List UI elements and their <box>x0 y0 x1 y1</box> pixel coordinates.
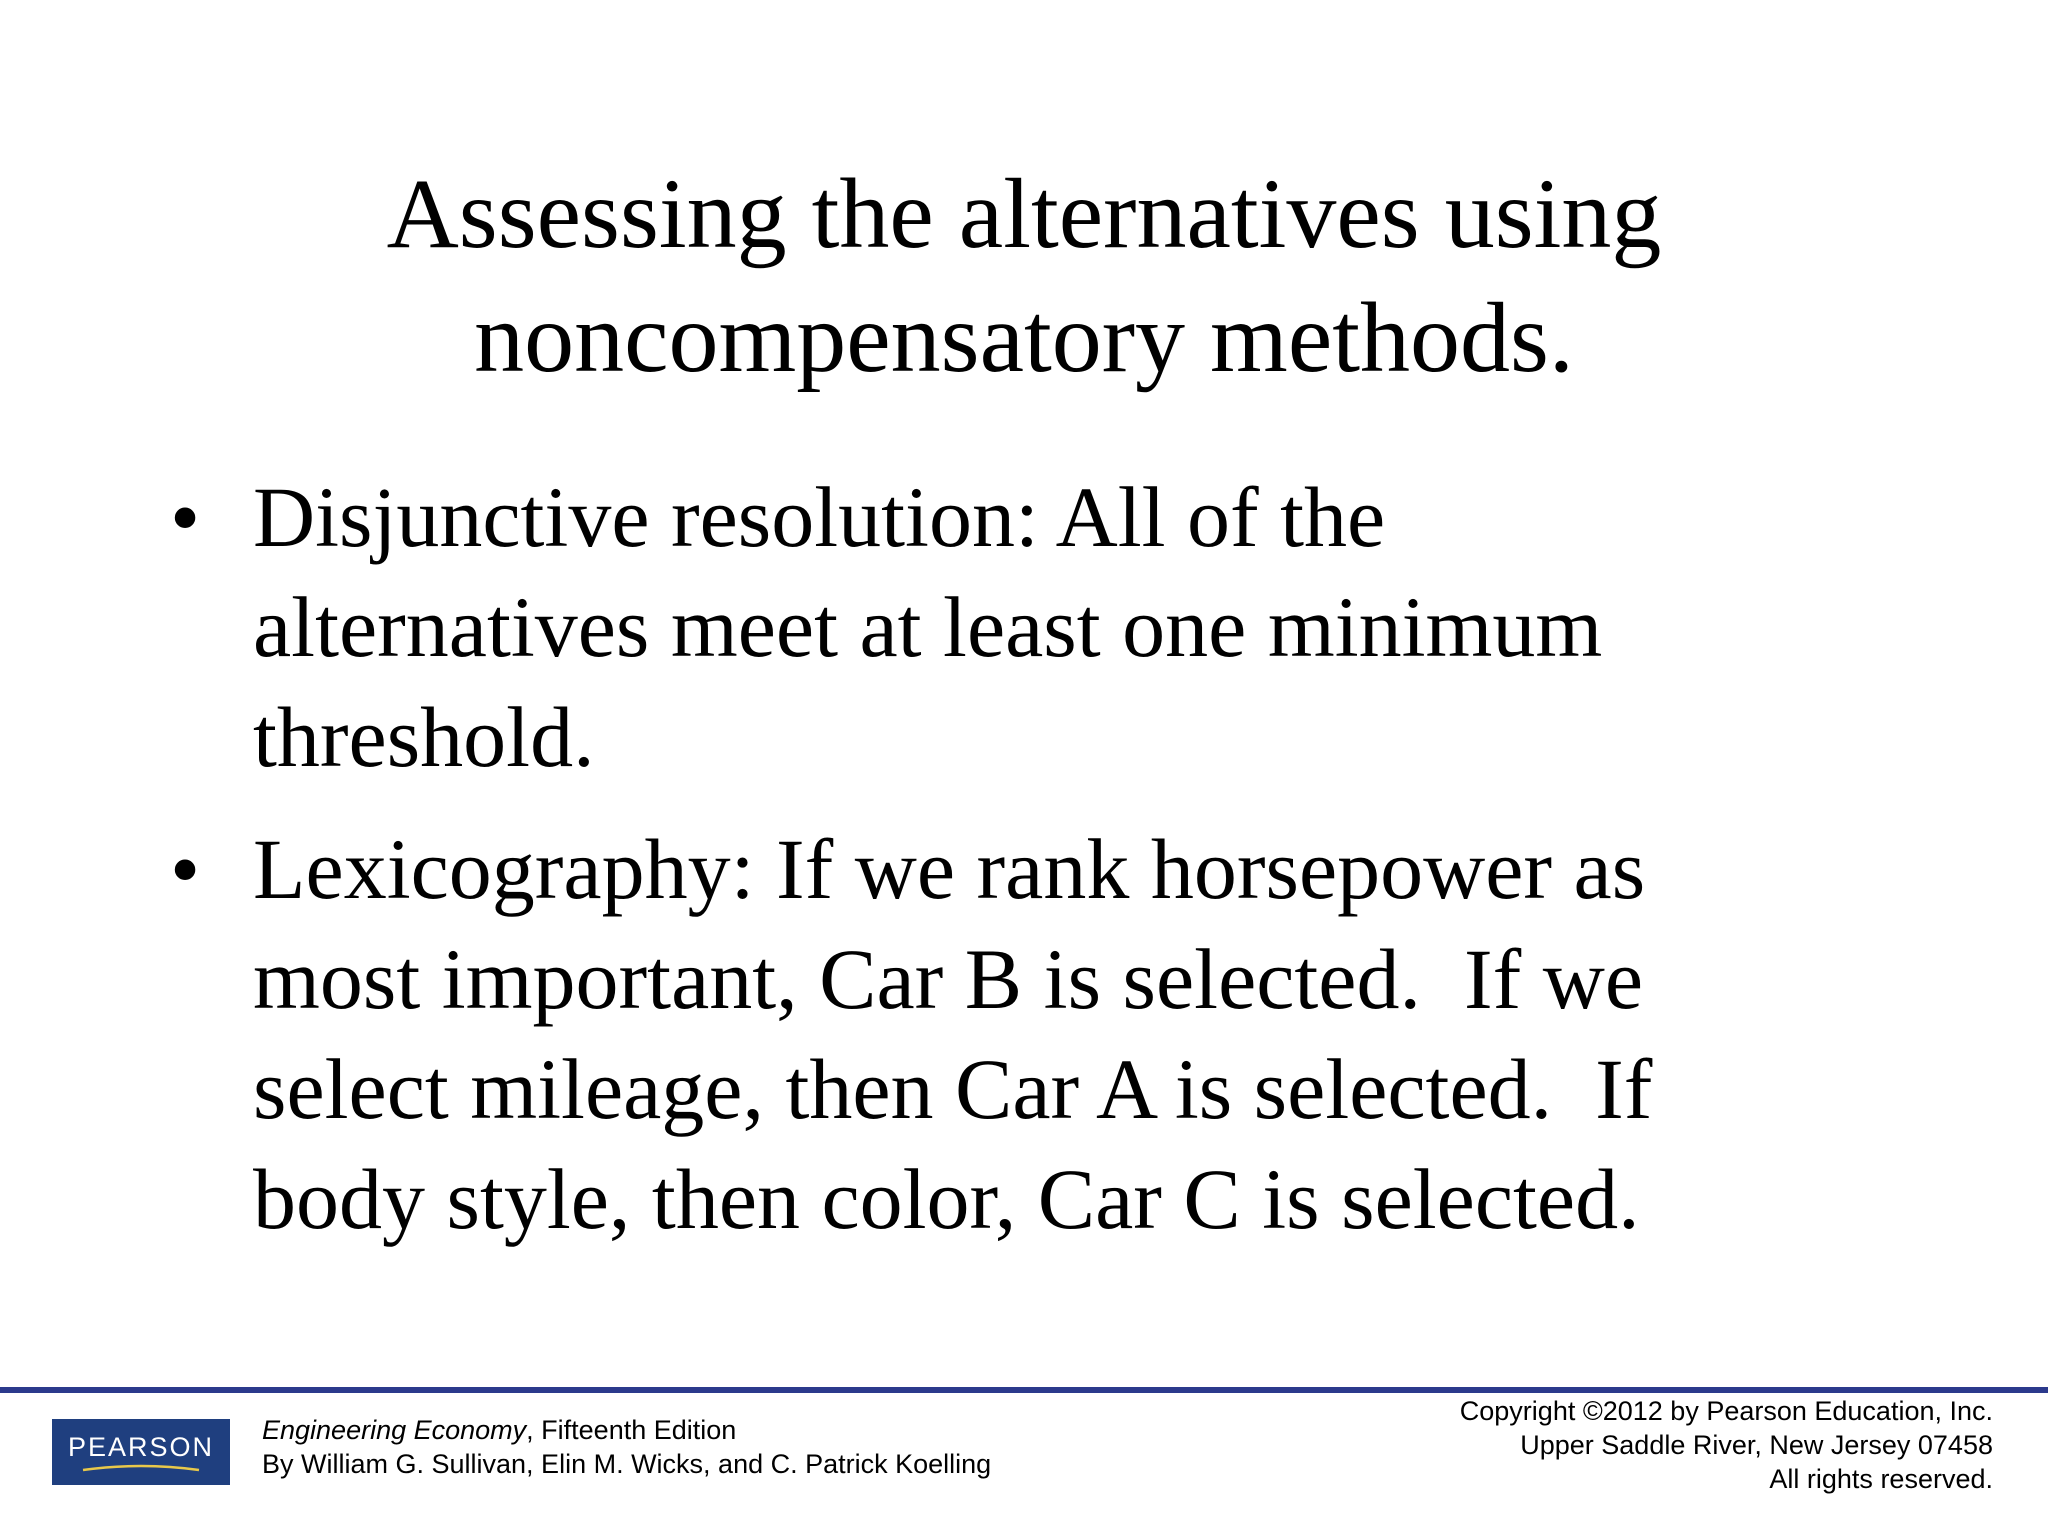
bullet-dot-icon: • <box>170 821 201 917</box>
bullet-list <box>170 462 1970 1276</box>
bullet-line: Disjunctive resolution: All of the <box>253 469 1386 565</box>
copyright-line: All rights reserved. <box>1769 1464 1993 1494</box>
footer-divider <box>0 1387 2048 1393</box>
bullet-line: alternatives meet at least one minimum <box>253 579 1603 675</box>
copyright-notice <box>1460 1394 1993 1496</box>
logo-text: PEARSON <box>67 1432 215 1462</box>
bullet-line: most important, Car B is selected. If we <box>253 931 1644 1027</box>
bullet-dot-icon: • <box>170 469 201 565</box>
bullet-line: Lexicography: If we rank horsepower as <box>253 821 1646 917</box>
slide-title <box>0 152 2048 400</box>
logo-swoosh-icon <box>81 1464 201 1472</box>
book-authors: By William G. Sullivan, Elin M. Wicks, and C. Patrick Koelling <box>262 1449 992 1479</box>
bullet-line: select mileage, then Car A is selected. If <box>253 1041 1653 1137</box>
book-edition: , Fifteenth Edition <box>526 1415 737 1445</box>
bullet-item-lexicography <box>170 814 1970 1254</box>
title-line-1: Assessing the alternatives using <box>386 158 1662 269</box>
bullet-line: threshold. <box>253 689 595 785</box>
book-citation <box>262 1413 991 1481</box>
copyright-line: Copyright ©2012 by Pearson Education, Inc. <box>1459 1396 1993 1426</box>
bullet-line: body style, then color, Car C is selected. <box>253 1151 1640 1247</box>
title-line-2: noncompensatory methods. <box>474 282 1574 393</box>
pearson-logo <box>52 1419 230 1485</box>
bullet-item-disjunctive <box>170 462 1970 792</box>
copyright-line: Upper Saddle River, New Jersey 07458 <box>1520 1430 1993 1460</box>
book-title-line <box>262 1413 991 1447</box>
book-title: Engineering Economy <box>262 1415 527 1445</box>
